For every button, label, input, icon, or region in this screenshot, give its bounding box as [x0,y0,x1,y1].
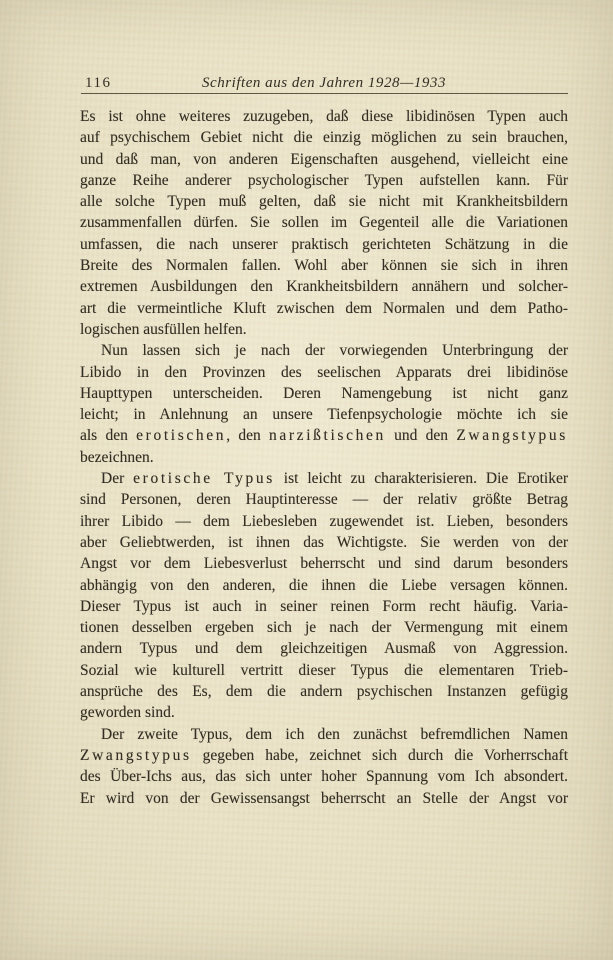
text-line: leicht; in Anlehnung an unsere Tiefenpsychologie möchte ich sie [80,406,568,424]
text-line: Haupttypen unterscheiden. Deren Namengebung ist nicht ganz [80,384,568,402]
text-line: geworden sind. [80,704,175,722]
text-line: zusammenfallen dürfen. Sie sollen im Gegenteil alle die Variationen [80,214,568,232]
text-line: Der zweite Typus, dem ich den zunächst befremdlichen Namen [101,725,568,743]
running-title: Schriften aus den Jahren 1928—1933 [202,75,446,91]
header-rule [81,93,568,94]
text-line: und daß man, von anderen Eigenschaften ausgehend, vielleicht eine [80,150,568,168]
text-line: alle solche Typen muß gelten, daß sie nicht mit Krankheitsbildern [80,193,568,211]
letterspaced-term: Zwangstypus [456,427,568,445]
text-line: Er wird von der Gewissensangst beherrscht an Stelle der Angst vor [80,789,568,807]
text-line: bezeichnen. [80,448,154,466]
text-line: extremen Ausbildungen den Krankheitsbildern annähern und solcher- [80,278,568,296]
text-line: Es ist ohne weiteres zuzugeben, daß diese libidinösen Typen auch [80,108,568,125]
text-line: art die vermeintliche Kluft zwischen dem Normalen und dem Patho- [80,299,568,317]
text-block [80,106,568,809]
text-line: Zwangstypus gegeben habe, zeichnet sich durch die Vorherrschaft [80,746,568,764]
page-header [80,74,568,92]
text-line: als den erotischen, den narzißtischen und den Zwangstypus [80,427,568,445]
text-line: ansprüche des Es, dem die andern psychischen Instanzen gefügig [80,683,568,701]
text-line: ganze Reihe anderer psychologischer Typen aufstellen kann. Für [80,171,568,189]
text-line: tionen desselben ergeben sich je nach der Vermengung mit einem [80,619,568,637]
letterspaced-term: erotische Typus [133,470,275,488]
letterspaced-term: Zwangstypus [80,746,192,764]
text-line: ihrer Libido — dem Liebesleben zugewendet ist. Lieben, besonders [80,512,568,530]
text-line: Dieser Typus ist auch in seiner reinen Form recht häufig. Varia- [80,597,568,615]
text-line: Breite des Normalen fallen. Wohl aber können sie sich in ihren [80,257,568,275]
text-line: sind Personen, deren Hauptinteresse — der relativ größte Betrag [80,491,568,509]
text-line: Sozial wie kulturell vertritt dieser Typus die elementaren Trieb- [80,661,568,679]
letterspaced-term: narzißtischen [268,427,386,445]
text-line: Angst vor dem Liebesverlust beherrscht und sind darum besonders [80,555,568,573]
text-line: aber Geliebtwerden, ist ihnen das Wichtigste. Sie werden von der [80,533,568,551]
page-number: 116 [85,75,112,91]
text-line: Libido in den Provinzen des seelischen Apparats drei libidinöse [80,363,568,381]
text-line: umfassen, die nach unserer praktisch gerichteten Schätzung in die [80,235,568,253]
text-line: Nun lassen sich je nach der vorwiegenden Unterbringung der [101,342,568,360]
text-line: abhängig von den anderen, die ihnen die Liebe versagen können. [80,576,568,594]
text-line: logischen ausfüllen helfen. [80,320,247,338]
text-line: auf psychischem Gebiet nicht die einzig möglichen zu sein brauchen, [80,129,568,147]
text-line: andern Typus und dem gleichzeitigen Ausmaß von Aggression. [80,640,568,658]
text-line: Der erotische Typus ist leicht zu charakterisieren. Die Erotiker [101,470,568,488]
letterspaced-term: erotischen [136,427,227,445]
text-line: des Über-Ichs aus, das sich unter hoher Spannung vom Ich absondert. [80,768,568,786]
